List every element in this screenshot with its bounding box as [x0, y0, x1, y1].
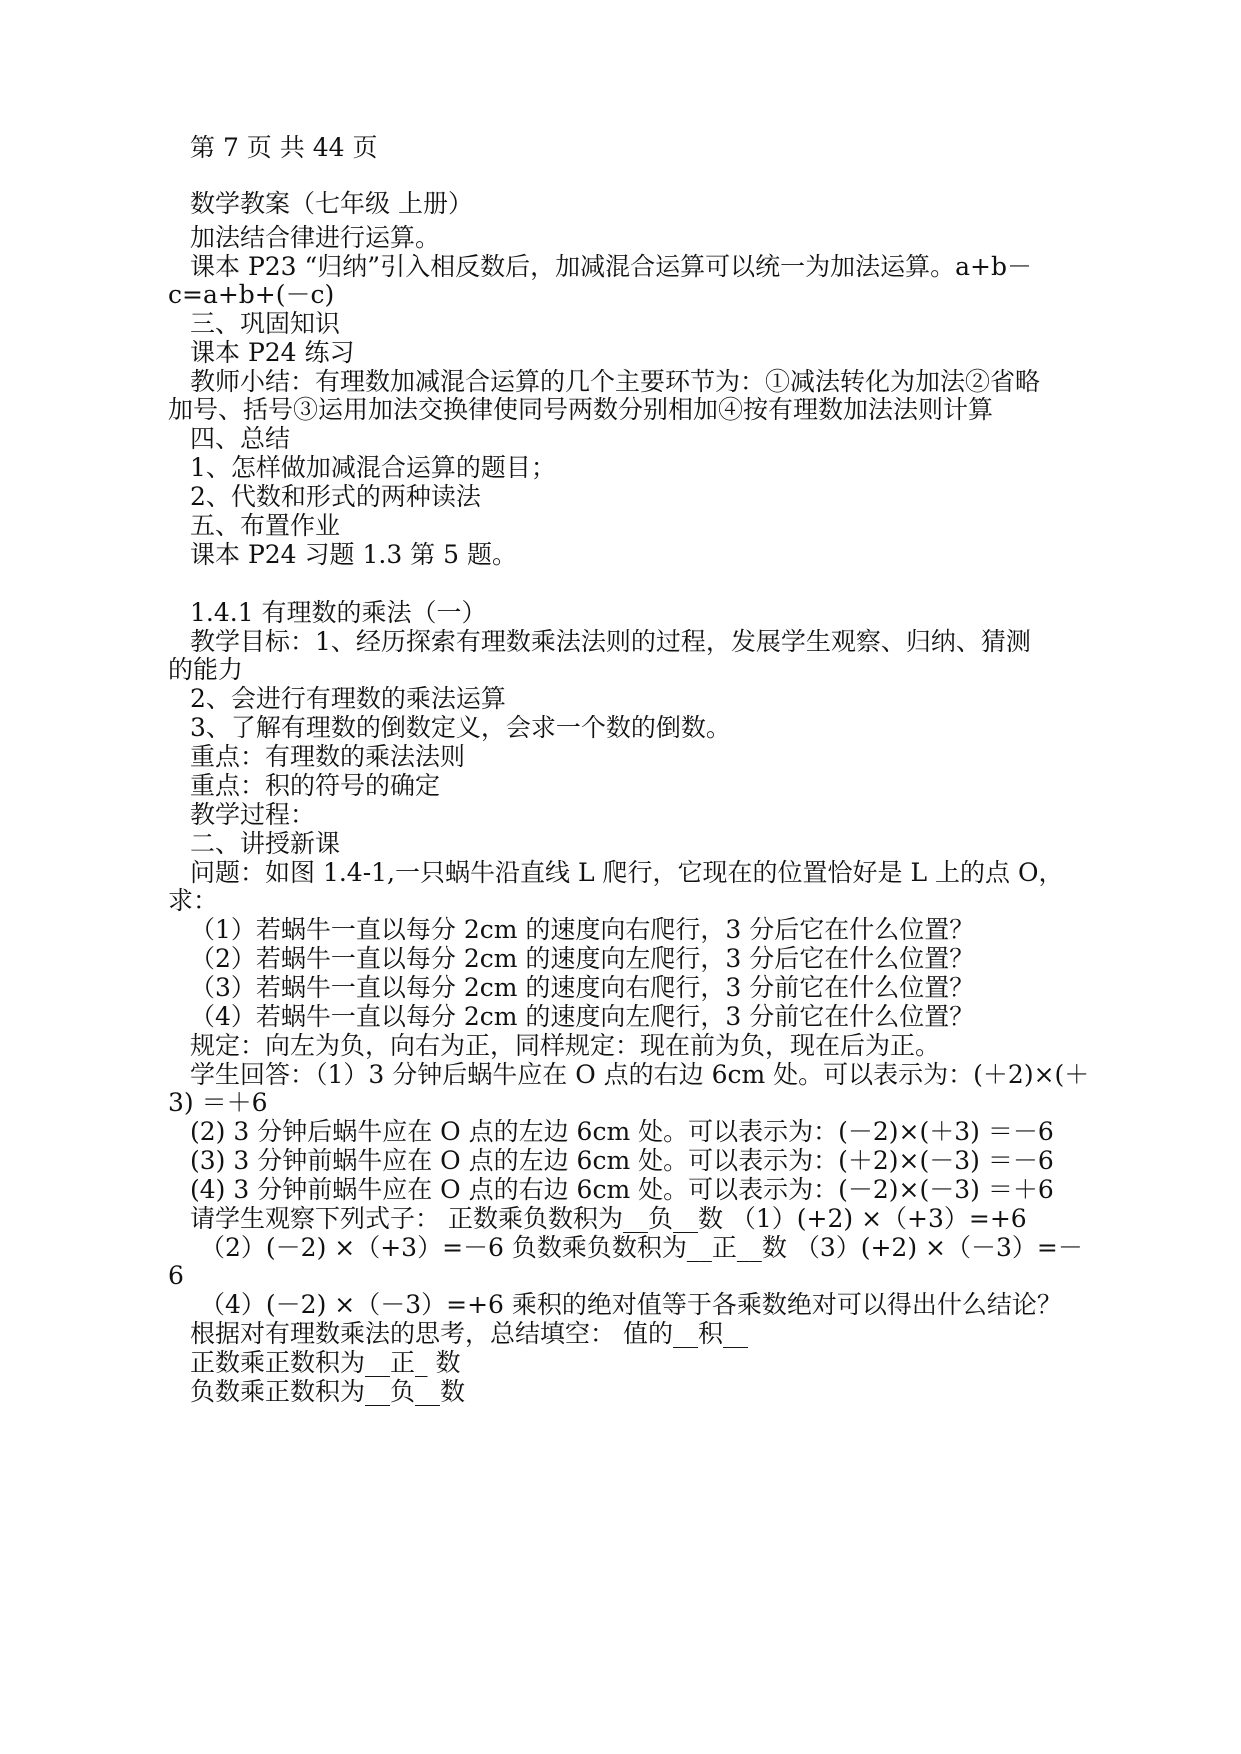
fill-in-line: 负数乘正数积为__负__数 [190, 1377, 466, 1406]
paragraph: 请学生观察下列式子： 正数乘负数积为__负__数 （1）(+2) ×（+3）=+6 [190, 1204, 1027, 1233]
list-item: (3) 3 分钟前蜗牛应在 O 点的左边 6cm 处。可以表示为：(＋2)×(－3) ＝－6 [190, 1146, 1054, 1175]
paragraph: 重点：积的符号的确定 [190, 771, 441, 800]
list-item: 1、怎样做加减混合运算的题目； [190, 453, 556, 482]
paragraph-continuation: 加号、括号③运用加法交换律使同号两数分别相加④按有理数加法法则计算 [168, 395, 994, 424]
paragraph: 教学目标：1、经历探索有理数乘法法则的过程，发展学生观察、归纳、猜测 [190, 627, 1031, 656]
list-item: (4) 3 分钟前蜗牛应在 O 点的右边 6cm 处。可以表示为：(－2)×(－3) ＝＋6 [190, 1175, 1054, 1204]
doc-title: 数学教案（七年级 上册） [190, 189, 473, 218]
paragraph: 加法结合律进行运算。 [190, 223, 441, 252]
section-heading: 五、布置作业 [190, 511, 341, 540]
paragraph-continuation: 的能力 [168, 655, 244, 684]
paragraph: 教学过程： [190, 800, 316, 829]
paragraph: 重点：有理数的乘法法则 [190, 742, 466, 771]
list-item: (2) 3 分钟后蜗牛应在 O 点的左边 6cm 处。可以表示为：(－2)×(＋3) ＝－6 [190, 1117, 1054, 1146]
page-indicator: 第 7 页 共 44 页 [190, 133, 378, 162]
list-item: 3、了解有理数的倒数定义，会求一个数的倒数。 [190, 713, 731, 742]
paragraph: 课本 P24 练习 [190, 338, 355, 367]
list-item: （2）若蜗牛一直以每分 2cm 的速度向左爬行，3 分后它在什么位置？ [190, 944, 975, 973]
lesson-heading: 1.4.1 有理数的乘法（一） [190, 598, 487, 627]
section-heading: 四、总结 [190, 424, 291, 453]
paragraph-continuation: 求： [168, 886, 219, 915]
paragraph: （4）(－2) ×（－3）=+6 乘积的绝对值等于各乘数绝对可以得出什么结论？ [200, 1290, 1062, 1319]
paragraph: 教师小结：有理数加减混合运算的几个主要环节为：①减法转化为加法②省略 [190, 367, 1041, 396]
paragraph-continuation: 3) ＝＋6 [168, 1088, 268, 1117]
paragraph: （2）(－2) ×（+3）=－6 负数乘负数积为__正__数 （3）(+2) ×（－3）=－ [200, 1233, 1083, 1262]
paragraph-continuation: c=a+b+(－c) [168, 280, 335, 309]
paragraph: 根据对有理数乘法的思考，总结填空： 值的__积__ [190, 1319, 748, 1348]
list-item: 2、会进行有理数的乘法运算 [190, 684, 506, 713]
list-item: 2、代数和形式的两种读法 [190, 482, 481, 511]
fill-in-line: 正数乘正数积为__正_ 数 [190, 1348, 461, 1377]
list-item: （3）若蜗牛一直以每分 2cm 的速度向右爬行，3 分前它在什么位置？ [190, 973, 975, 1002]
section-heading: 二、讲授新课 [190, 829, 341, 858]
paragraph: 学生回答：（1）3 分钟后蜗牛应在 O 点的右边 6cm 处。可以表示为：(＋2)×(＋ [190, 1060, 1090, 1089]
list-item: （1）若蜗牛一直以每分 2cm 的速度向右爬行，3 分后它在什么位置？ [190, 915, 975, 944]
paragraph: 课本 P24 习题 1.3 第 5 题。 [190, 540, 517, 569]
list-item: （4）若蜗牛一直以每分 2cm 的速度向左爬行，3 分前它在什么位置？ [190, 1002, 975, 1031]
paragraph: 课本 P23 “归纳”引入相反数后，加减混合运算可以统一为加法运算。a+b－ [190, 252, 1032, 281]
paragraph: 问题：如图 1.4-1,一只蜗牛沿直线 L 爬行，它现在的位置恰好是 L 上的点 O， [190, 858, 1064, 887]
paragraph: 规定：向左为负，向右为正，同样规定：现在前为负，现在后为正。 [190, 1031, 941, 1060]
section-heading: 三、巩固知识 [190, 309, 341, 338]
paragraph-continuation: 6 [168, 1261, 184, 1290]
